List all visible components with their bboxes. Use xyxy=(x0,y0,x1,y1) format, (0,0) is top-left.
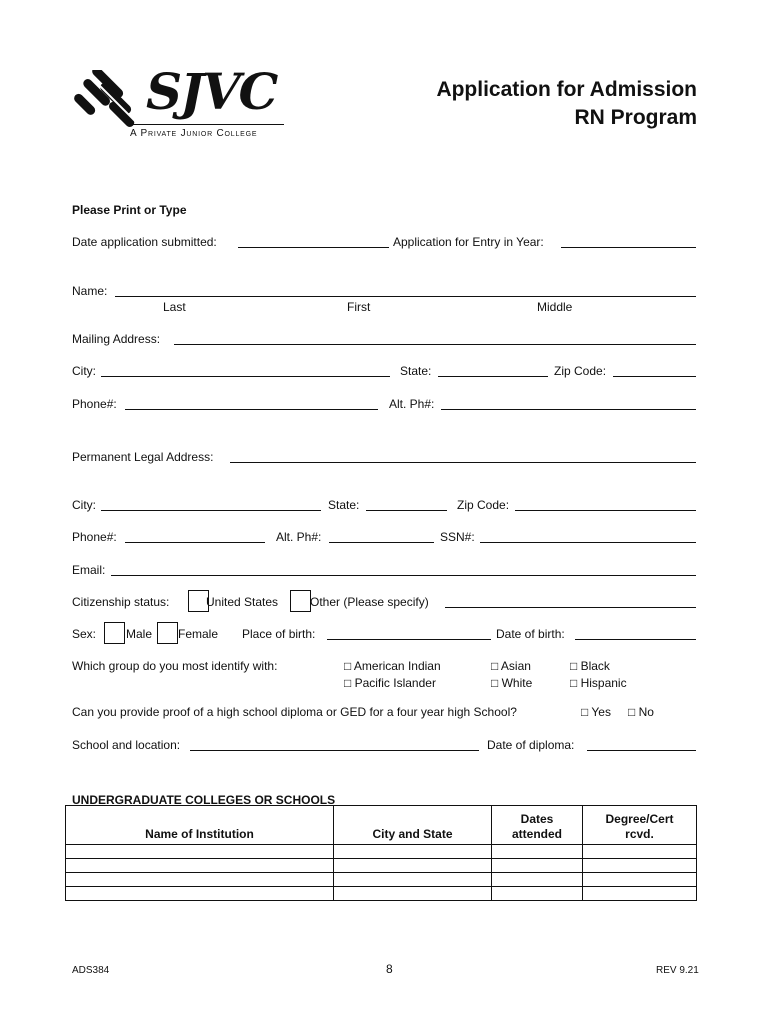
phone-label: Phone#: xyxy=(72,397,117,411)
instructions: Please Print or Type xyxy=(72,203,187,217)
option-black[interactable]: □ Black xyxy=(570,659,610,673)
name-field[interactable] xyxy=(115,296,696,297)
sex-label: Sex: xyxy=(72,627,97,641)
name-middle-caption: Middle xyxy=(537,300,573,314)
date-of-diploma-label: Date of diploma: xyxy=(487,738,575,752)
female-checkbox[interactable] xyxy=(157,622,178,644)
zip2-label: Zip Code: xyxy=(457,498,510,512)
city-label: City: xyxy=(72,364,96,378)
other-citizenship-checkbox[interactable] xyxy=(290,590,311,612)
ssn-label: SSN#: xyxy=(440,530,475,544)
dates-cell[interactable] xyxy=(492,887,583,901)
email-field[interactable] xyxy=(111,575,696,576)
logo-rule xyxy=(128,124,284,125)
date-of-birth-label: Date of birth: xyxy=(496,627,565,641)
logo xyxy=(70,62,285,146)
state2-field[interactable] xyxy=(366,510,447,511)
city2-label: City: xyxy=(72,498,96,512)
page-title: Application for Admission xyxy=(436,78,697,101)
name-label: Name: xyxy=(72,284,108,298)
city-state-cell[interactable] xyxy=(334,845,492,859)
institution-cell[interactable] xyxy=(66,845,334,859)
state-label: State: xyxy=(400,364,432,378)
table-row xyxy=(66,887,697,901)
state-field[interactable] xyxy=(438,376,548,377)
mailing-address-field[interactable] xyxy=(174,344,696,345)
ssn-field[interactable] xyxy=(480,542,696,543)
colleges-heading: UNDERGRADUATE COLLEGES OR SCHOOLS xyxy=(72,793,336,807)
form-code: ADS384 xyxy=(72,965,110,976)
diploma-question: Can you provide proof of a high school diploma or GED for a four year high School? xyxy=(72,705,517,719)
identify-group-label: Which group do you most identify with: xyxy=(72,659,278,673)
phone2-field[interactable] xyxy=(125,542,265,543)
state2-label: State: xyxy=(328,498,360,512)
zip-field[interactable] xyxy=(613,376,696,377)
email-label: Email: xyxy=(72,563,106,577)
institution-cell[interactable] xyxy=(66,887,334,901)
place-of-birth-label: Place of birth: xyxy=(242,627,316,641)
dates-cell[interactable] xyxy=(492,873,583,887)
zip-label: Zip Code: xyxy=(554,364,607,378)
permanent-address-field[interactable] xyxy=(230,462,696,463)
alt-phone-field[interactable] xyxy=(441,409,696,410)
city-state-cell[interactable] xyxy=(334,887,492,901)
colleges-table xyxy=(65,805,697,901)
female-label: Female xyxy=(178,627,219,641)
school-location-label: School and location: xyxy=(72,738,181,752)
permanent-address-label: Permanent Legal Address: xyxy=(72,450,214,464)
united-states-label: United States xyxy=(206,595,279,609)
degree-cell[interactable] xyxy=(583,873,697,887)
male-label: Male xyxy=(126,627,153,641)
column-name-of-institution: Name of Institution xyxy=(66,806,334,845)
phone2-label: Phone#: xyxy=(72,530,117,544)
date-of-birth-field[interactable] xyxy=(575,639,696,640)
option-white[interactable]: □ White xyxy=(491,676,533,690)
male-checkbox[interactable] xyxy=(104,622,125,644)
degree-cell[interactable] xyxy=(583,887,697,901)
city-state-cell[interactable] xyxy=(334,873,492,887)
table-row xyxy=(66,845,697,859)
other-citizenship-label: Other (Please specify) xyxy=(310,595,429,609)
institution-cell[interactable] xyxy=(66,859,334,873)
logo-wordmark: SJVC xyxy=(146,62,277,121)
dates-cell[interactable] xyxy=(492,859,583,873)
entry-year-label: Application for Entry in Year: xyxy=(393,235,544,249)
phone-field[interactable] xyxy=(125,409,378,410)
degree-cell[interactable] xyxy=(583,845,697,859)
citizenship-label: Citizenship status: xyxy=(72,595,170,609)
column-city-and-state: City and State xyxy=(334,806,492,845)
column-dates-attended: Dates attended xyxy=(492,806,583,845)
option-asian[interactable]: □ Asian xyxy=(491,659,531,673)
date-submitted-label: Date application submitted: xyxy=(72,235,217,249)
colleges-header-row xyxy=(66,806,697,845)
city-field[interactable] xyxy=(101,376,390,377)
other-citizenship-field[interactable] xyxy=(445,607,696,608)
column-degree-cert: Degree/Cert rcvd. xyxy=(583,806,697,845)
date-of-diploma-field[interactable] xyxy=(587,750,696,751)
date-submitted-field[interactable] xyxy=(238,247,389,248)
diploma-yes-option[interactable]: □ Yes xyxy=(581,705,611,719)
alt-phone2-field[interactable] xyxy=(329,542,434,543)
entry-year-field[interactable] xyxy=(561,247,696,248)
option-hispanic[interactable]: □ Hispanic xyxy=(570,676,627,690)
zip2-field[interactable] xyxy=(515,510,696,511)
page-subtitle: RN Program xyxy=(574,106,697,129)
option-pacific-islander[interactable]: □ Pacific Islander xyxy=(344,676,436,690)
page-number: 8 xyxy=(386,962,393,976)
option-american-indian[interactable]: □ American Indian xyxy=(344,659,441,673)
institution-cell[interactable] xyxy=(66,873,334,887)
place-of-birth-field[interactable] xyxy=(327,639,491,640)
name-first-caption: First xyxy=(347,300,371,314)
school-location-field[interactable] xyxy=(190,750,479,751)
logo-tagline: A Private Junior College xyxy=(130,128,258,139)
degree-cell[interactable] xyxy=(583,859,697,873)
name-last-caption: Last xyxy=(163,300,186,314)
alt-phone2-label: Alt. Ph#: xyxy=(276,530,322,544)
alt-phone-label: Alt. Ph#: xyxy=(389,397,435,411)
table-row xyxy=(66,859,697,873)
city-state-cell[interactable] xyxy=(334,859,492,873)
diploma-no-option[interactable]: □ No xyxy=(628,705,654,719)
city2-field[interactable] xyxy=(101,510,321,511)
revision: REV 9.21 xyxy=(656,965,699,976)
table-row xyxy=(66,873,697,887)
dates-cell[interactable] xyxy=(492,845,583,859)
mailing-address-label: Mailing Address: xyxy=(72,332,161,346)
